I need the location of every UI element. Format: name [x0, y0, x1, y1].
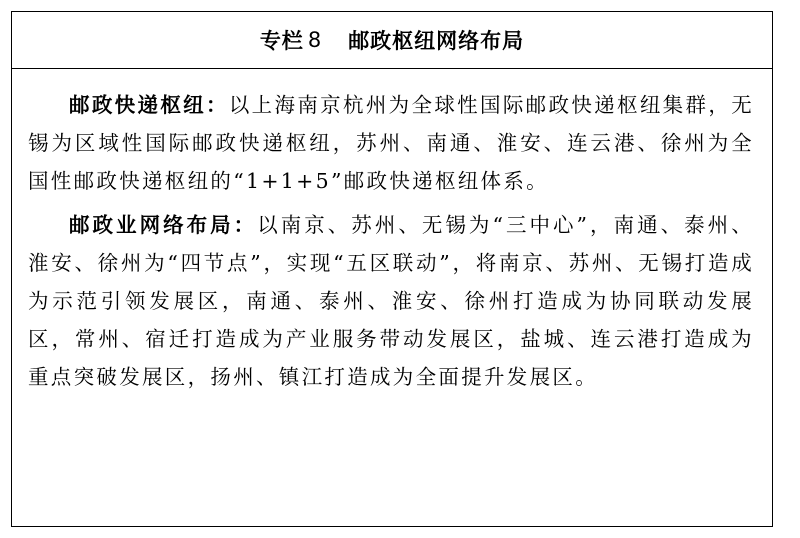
column-body — [12, 69, 772, 396]
paragraph-lead: 邮政快递枢纽： — [69, 93, 229, 117]
column-number: 8 — [307, 28, 323, 52]
column-header — [12, 12, 772, 69]
paragraph-postal-hubs — [28, 86, 754, 200]
paragraph-text: 以上海南京杭州为全球性国际邮政快递枢纽集群，无锡为区域性国际邮政快递枢纽，苏州、南通、淮安、连云港、徐州为全国性邮政快递枢纽的“1+1+5”邮政快递枢纽体系。 — [28, 93, 754, 193]
paragraph-network-layout — [28, 206, 754, 396]
paragraph-lead: 邮政业网络布局： — [69, 213, 258, 237]
column-title: 邮政枢纽网络布局 — [348, 29, 525, 53]
column-box — [11, 11, 773, 527]
column-prefix: 专栏 — [259, 29, 304, 53]
paragraph-text: 以南京、苏州、无锡为“三中心”，南通、泰州、淮安、徐州为“四节点”，实现“五区联动”，将南京、苏州、无锡打造成为示范引领发展区，南通、泰州、淮安、徐州打造成为协同联动发展区，常州、宿迁打造成为产业服务带动发展区，盐城、连云港打造成为重点突破发展区，扬州、镇江打造成为全面提升发展区。 — [28, 213, 754, 389]
